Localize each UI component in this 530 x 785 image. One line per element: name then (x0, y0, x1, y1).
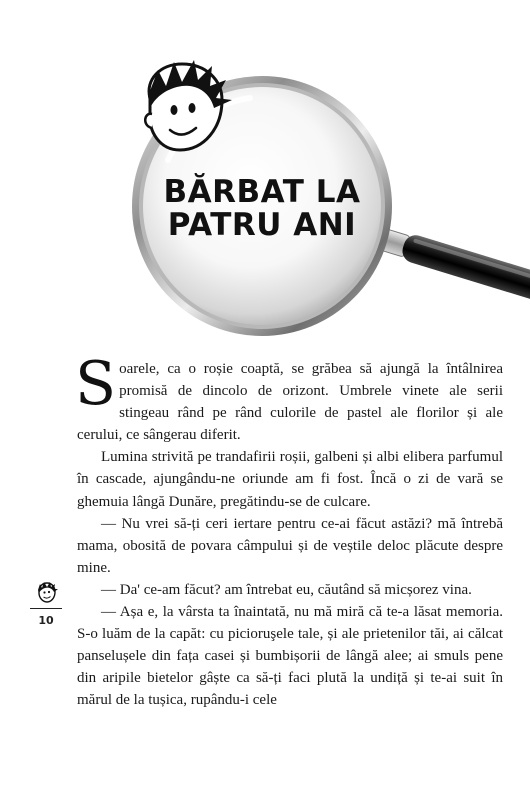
paragraph-1 (75, 349, 503, 446)
paragraph-2: Lumina strivită pe trandafirii roșii, galbeni și albi elibera parfumul în cascade, ajungându-ne oriunde am fi fost. Încă o zi de vară se ghemuia lângă Dunăre, pregătindu-se de culcare. (77, 449, 503, 510)
chapter-body-text (75, 349, 503, 712)
page-number-rule (30, 608, 62, 609)
magnifying-glass-icon (0, 0, 530, 345)
page-number: 10 (38, 614, 54, 627)
paragraph-5: — Așa e, la vârsta ta înaintată, nu mă miră că te-a lăsat memoria. S-o luăm de la capăt: cu picioruşele tale, și ale prietenilor tăi, ai călcat panselușele din fața casei și bumbișorii de lângă alee; ai smuls pene din aripile bietelor gâște ca să-ți faci plută la undiță și te-ai suit în mărul de la tușica, rupându-i cele (77, 604, 503, 709)
drop-cap: S (75, 349, 117, 419)
chapter-title (160, 176, 364, 242)
small-cartoon-boy-head-icon (34, 580, 60, 606)
paragraph-3: — Nu vrei să-ți ceri iertare pentru ce-ai făcut astăzi? mă întrebă mama, obosită de povara câmpului și de veștile deloc plăcute despre mine. (77, 515, 503, 576)
paragraph-1-text: oarele, ca o roșie coaptă, se grăbea să ajungă la întâlnirea promisă de dincolo de orizont. Umbrele vinete ale serii stingeau rând pe rând culorile de pastel ale florilor și ale cerului, ce sângerau diferit. (77, 361, 503, 444)
paragraph-4: — Da' ce-am făcut? am întrebat eu, căutând să micșorez vina. (101, 581, 472, 598)
chapter-title-line-1: BĂRBAT LA (163, 174, 361, 210)
chapter-title-line-2: PATRU ANI (167, 207, 357, 243)
